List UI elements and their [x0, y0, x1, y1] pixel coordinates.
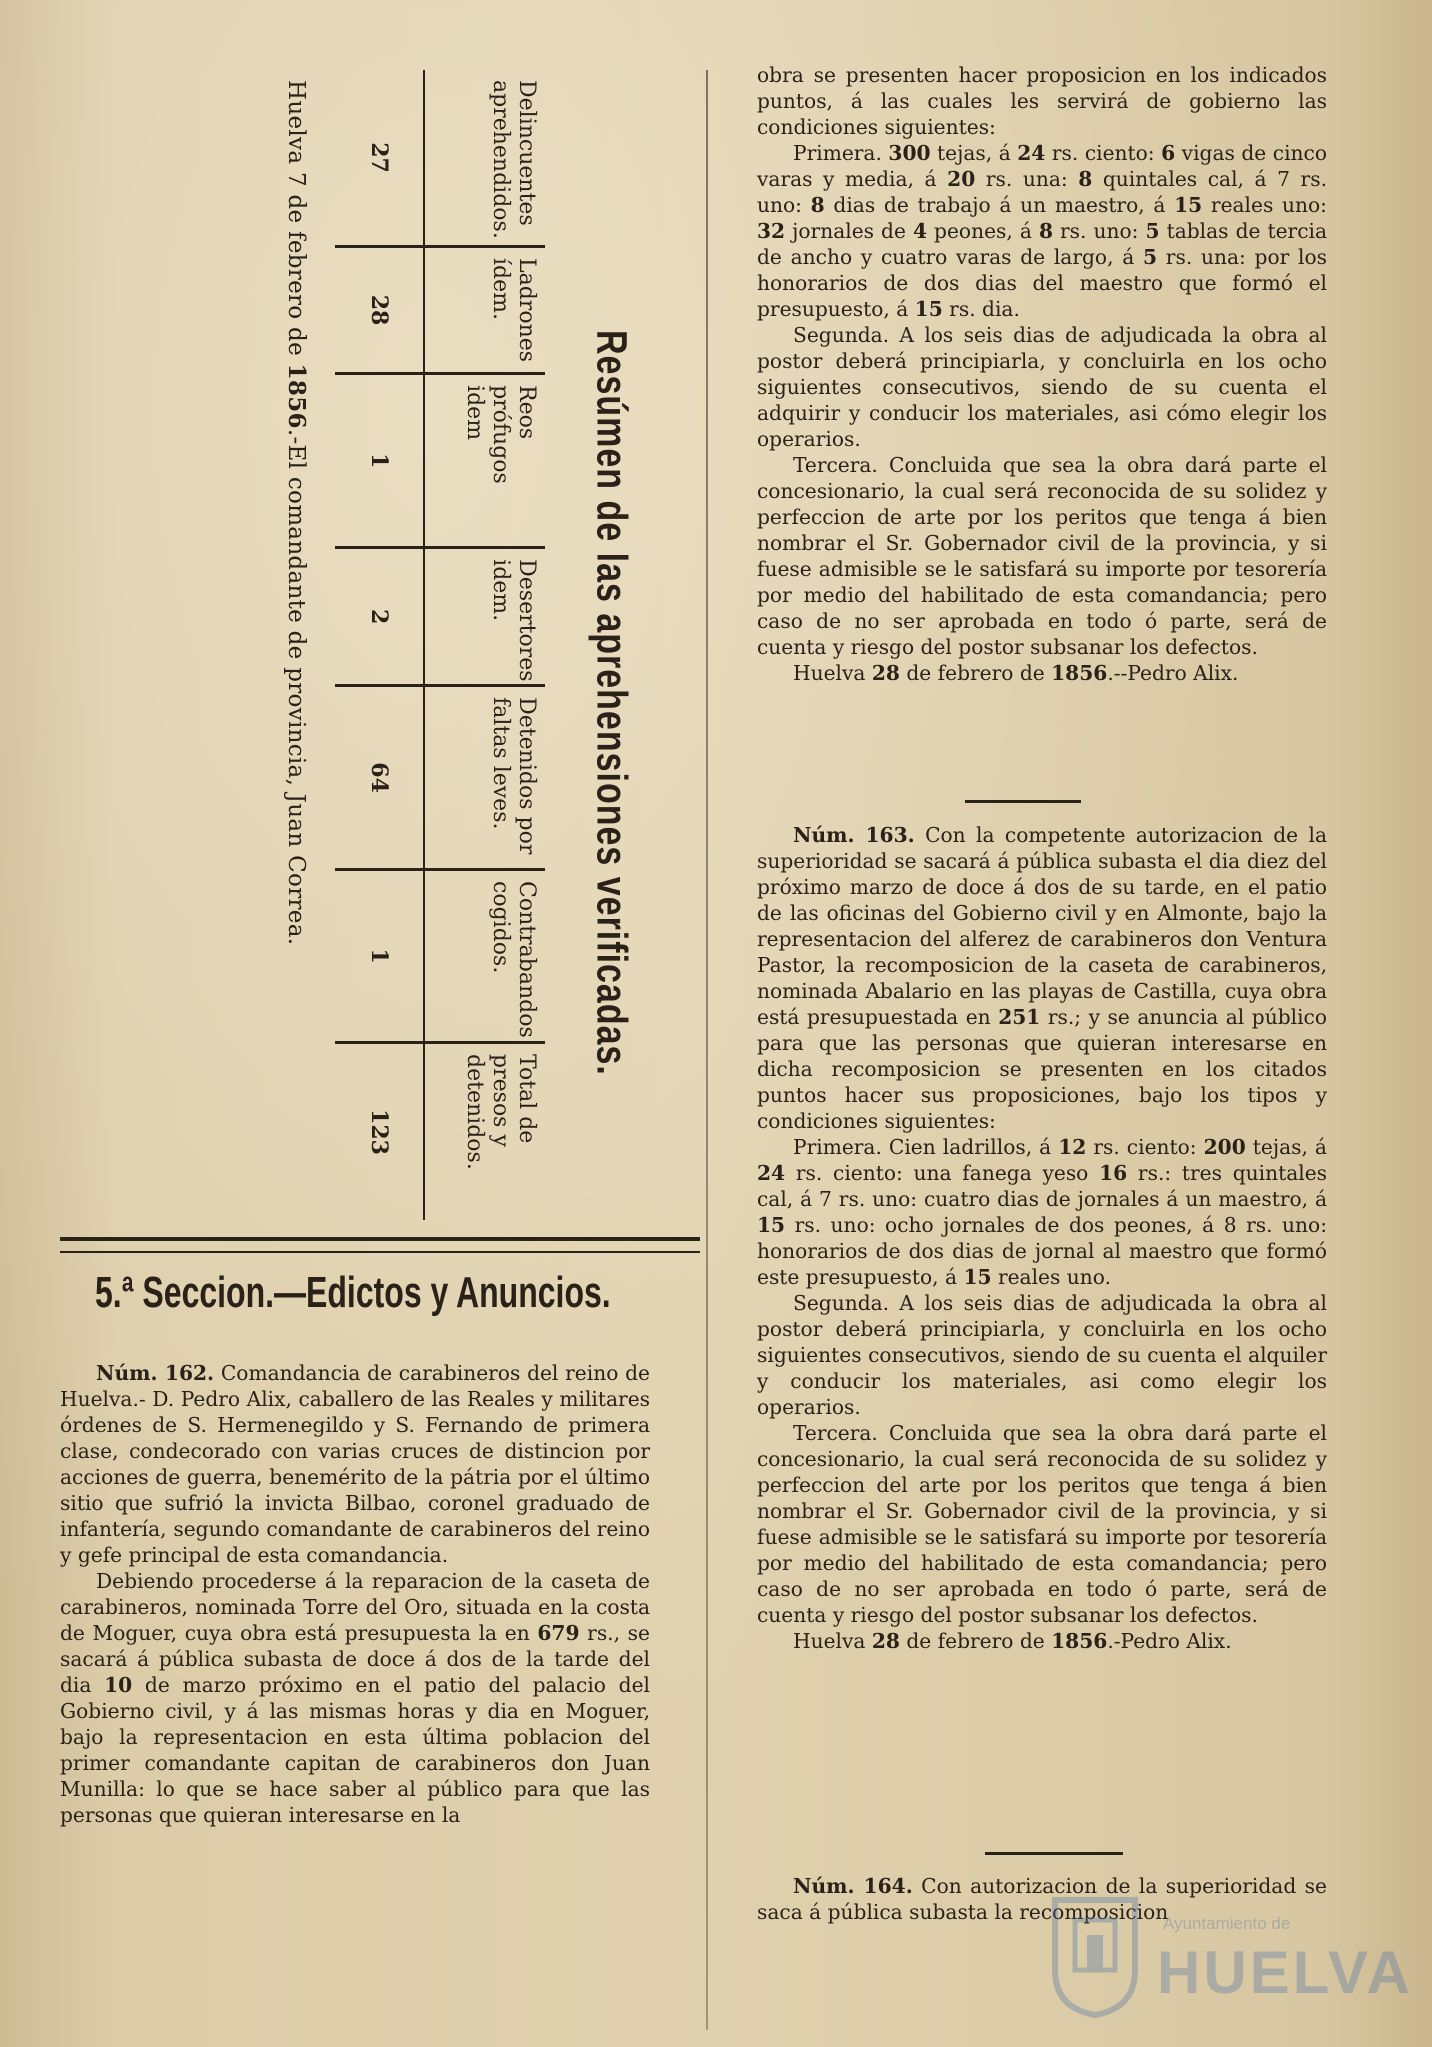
footer-place: Huelva 7 de febrero de — [283, 80, 309, 364]
condition-first: Primera. Cien ladrillos, á 12 rs. ciento: 200 tejas, á 24 rs. ciento: una fanega yeso 16 rs.: tres quintales cal, á 7 rs. uno: cuatro dias de jornales á un maestro, á 15 rs. uno: ocho jornales de dos peones, á 8 rs. uno: honorarios de dos dias de jornal al maestro que formó este presupuesto, á 15 reales uno. — [757, 1135, 1328, 1289]
table-cell: 2 — [366, 609, 393, 625]
notice-number: Núm. 162. — [96, 1361, 215, 1385]
notice-164: Núm. 164. Con autorizacion de la superioridad se saca á pública subasta la recomposicion — [757, 1874, 1327, 1924]
watermark-small-text: Ayuntamiento de — [1163, 1914, 1291, 1933]
table-cell: 123 — [366, 1109, 393, 1155]
notice-signature: Huelva 28 de febrero de 1856.--Pedro Alix. — [793, 661, 1239, 685]
table-header: Contrabandos cogidos. — [423, 871, 545, 1041]
table-cell: 64 — [366, 762, 393, 793]
apprehensions-table — [230, 60, 640, 1220]
condition-second: Segunda. A los seis dias de adjudicada la obra al postor deberá principiarla, y concluirla en los ocho siguientes consecutivos, siendo de su cuenta el alquiler y conducir los materiales, asi como elegir los operarios. — [757, 1291, 1327, 1419]
notice-163-intro: Núm. 163. Con la competente autorizacion de la superioridad se sacará á pública subasta el dia diez del próximo marzo de doce á dos de su tarde, en el patio de las oficinas del Gobierno civil y en Almonte, bajo la representacion del alferez de carabineros don Ventura Pastor, la recomposicion de la caseta de carabineros, nominada Abalario en las playas de Castilla, cuya obra está presupuestada en 251 rs.; y se anuncia al público para que las personas que quieran interesarse en dicha recomposicion se presenten en los citados puntos hacer sus proposiciones, bajo los tipos y condiciones siguientes: — [757, 823, 1327, 1133]
table-grid — [335, 70, 545, 1220]
table-column — [335, 868, 545, 1041]
table-cell: 28 — [366, 294, 393, 326]
notice-separator — [965, 800, 1081, 803]
table-header: Reos prófugos idem — [423, 375, 545, 546]
condition-second: Segunda. A los seis dias de adjudicada la obra al postor deberá principiarla, y concluirla en los ocho siguientes consecutivos, siendo de su cuenta el adquirir y conducir los materiales, asi cómo elegir los operarios. — [757, 323, 1327, 451]
table-header: Ladrones ídem. — [423, 248, 545, 372]
table-column — [335, 70, 545, 245]
table-header: Detenidos por faltas leves. — [423, 687, 545, 868]
notice-163 — [757, 822, 1327, 1654]
table-footer — [283, 80, 310, 1220]
condition-third: Tercera. Concluida que sea la obra dará parte el concesionario, la cual será reconocida de su solidez y perfeccion del arte por los peritos que tenga á bien nombrar el Sr. Gobernador civil de la provincia, y si fuese admisible se le satisfará su importe por tesorería por medio del habilitado de esta comandancia; pero caso de no ser aprobada en todo ó parte, será de cuenta y riesgo del postor subsanar los defectos. — [757, 1421, 1327, 1627]
table-column — [335, 1041, 545, 1220]
table-column — [335, 684, 545, 868]
footer-year: 1856 — [283, 363, 310, 429]
table-column — [335, 546, 545, 684]
apprehensions-table-wrapper — [230, 60, 640, 1220]
condition-first: Primera. 300 tejas, á 24 rs. ciento: 6 vigas de cinco varas y media, á 20 rs. una: 8 quintales cal, á 7 rs. uno: 8 dias de trabajo á un maestro, á 15 reales uno: 32 jornales de 4 peones, á 8 rs. uno: 5 tablas de tercia de ancho y cuatro varas de largo, á 5 rs. una: por los honorarios de dos dias del maestro que formó el presupuesto, á 15 rs. dia. — [757, 141, 1327, 321]
archive-watermark — [1045, 1880, 1413, 2030]
notice-signature: Huelva 28 de febrero de 1856.-Pedro Alix. — [793, 1629, 1232, 1653]
notice-number: Núm. 164. — [793, 1874, 913, 1898]
city-crest-icon — [1045, 1890, 1145, 2020]
table-header: Total de presos y detenidos. — [423, 1044, 545, 1220]
notice-separator — [985, 1852, 1123, 1855]
watermark-big-text: HUELVA — [1157, 1939, 1413, 2006]
table-cell: 27 — [366, 142, 393, 173]
column-divider — [706, 70, 708, 2030]
notice-162-intro: Núm. 162. Comandancia de carabineros del reino de Huelva.- D. Pedro Alix, caballero de las Reales y militares órdenes de S. Hermenegildo y S. Fernando de primera clase, condecorado con varias cruces de distincion por acciones de guerra, benemérito de la pátria por el último sitio que sufrió la invicta Bilbao, coronel graduado de infantería, segundo comandante de carabineros del reino y gefe principal de esta comandancia. — [60, 1361, 651, 1567]
notice-number: Núm. 163. — [793, 823, 915, 847]
table-title: Resúmen de las aprehensiones verificadas. — [587, 330, 635, 1076]
table-header: Desertores idem. — [423, 549, 545, 684]
condition-third: Tercera. Concluida que sea la obra dará parte el concesionario, la cual será reconocida de su solidez y perfeccion de arte por los peritos que tenga á bien nombrar el Sr. Gobernador civil de la provincia, y si fuese admisible se le satisfará su importe por tesorería por medio del habilitado de esta comandancia; pero caso de no ser aprobada en todo ó parte, será de cuenta y riesgo del postor subsanar los defectos. — [757, 453, 1327, 659]
table-cell: 1 — [366, 948, 393, 964]
notice-162-body: Debiendo procederse á la reparacion de la caseta de carabineros, nominada Torre del Oro, situada en la costa de Moguer, cuya obra está presupuesta la en 679 rs., se sacará á pública subasta de doce á dos de la tarde del dia 10 de marzo próximo en el patio del palacio del Gobierno civil, y á las mismas horas y dia en Moguer, bajo la representacion en esta última poblacion del primer comandante capitan de carabineros don Juan Munilla: lo que se hace saber al público para que las personas que quieran interesarse en la — [60, 1569, 650, 1827]
notice-162 — [60, 1360, 650, 1828]
table-column — [335, 372, 545, 546]
section-divider — [60, 1237, 700, 1253]
table-column — [335, 245, 545, 372]
notice-162-conditions: obra se presenten hacer proposicion en los indicados puntos, á las cuales les servirá de gobierno las condiciones siguientes: Primera. 300 tejas, á 24 rs. ciento: 6 vigas de cinco varas y media, á 20 rs. una: 8 quintales cal, á 7 rs. uno: 8 dias de trabajo á un maestro, á 15 reales uno: 32 jornales de 4 peones, á 8 rs. uno: 5 tablas de tercia de ancho y cuatro varas de largo, á 5 rs. una: por los honorarios de dos dias del maestro que formó el presupuesto, á 15 rs. dia. Segunda. A los seis dias de adjudicada la obra al postor deberá principiarla, y concluirla en los ocho siguientes consecutivos, siendo de su cuenta el adquirir y conducir los materiales, asi cómo elegir los operarios. Tercera. Concluida que sea la obra dará parte el concesionario, la cual será reconocida de su solidez y perfeccion de arte por los peritos que tenga á bien nombrar el Sr. Gobernador civil de la provincia, y si fuese admisible se le satisfará su importe por tesorería por medio del habilitado de esta comandancia; pero caso de no ser aprobada en todo ó parte, será de cuenta y riesgo del postor subsanar los defectos. Huelva 28 de febrero de 1856.--Pedro Alix. — [757, 63, 1327, 685]
footer-signature: .-El comandante de provincia, Juan Correa. — [283, 428, 309, 946]
table-cell: 1 — [366, 452, 393, 469]
section-heading: 5.ª Seccion.—Edictos y Anuncios. — [95, 1268, 611, 1317]
table-header: Delincuentes aprehendidos. — [423, 70, 545, 245]
